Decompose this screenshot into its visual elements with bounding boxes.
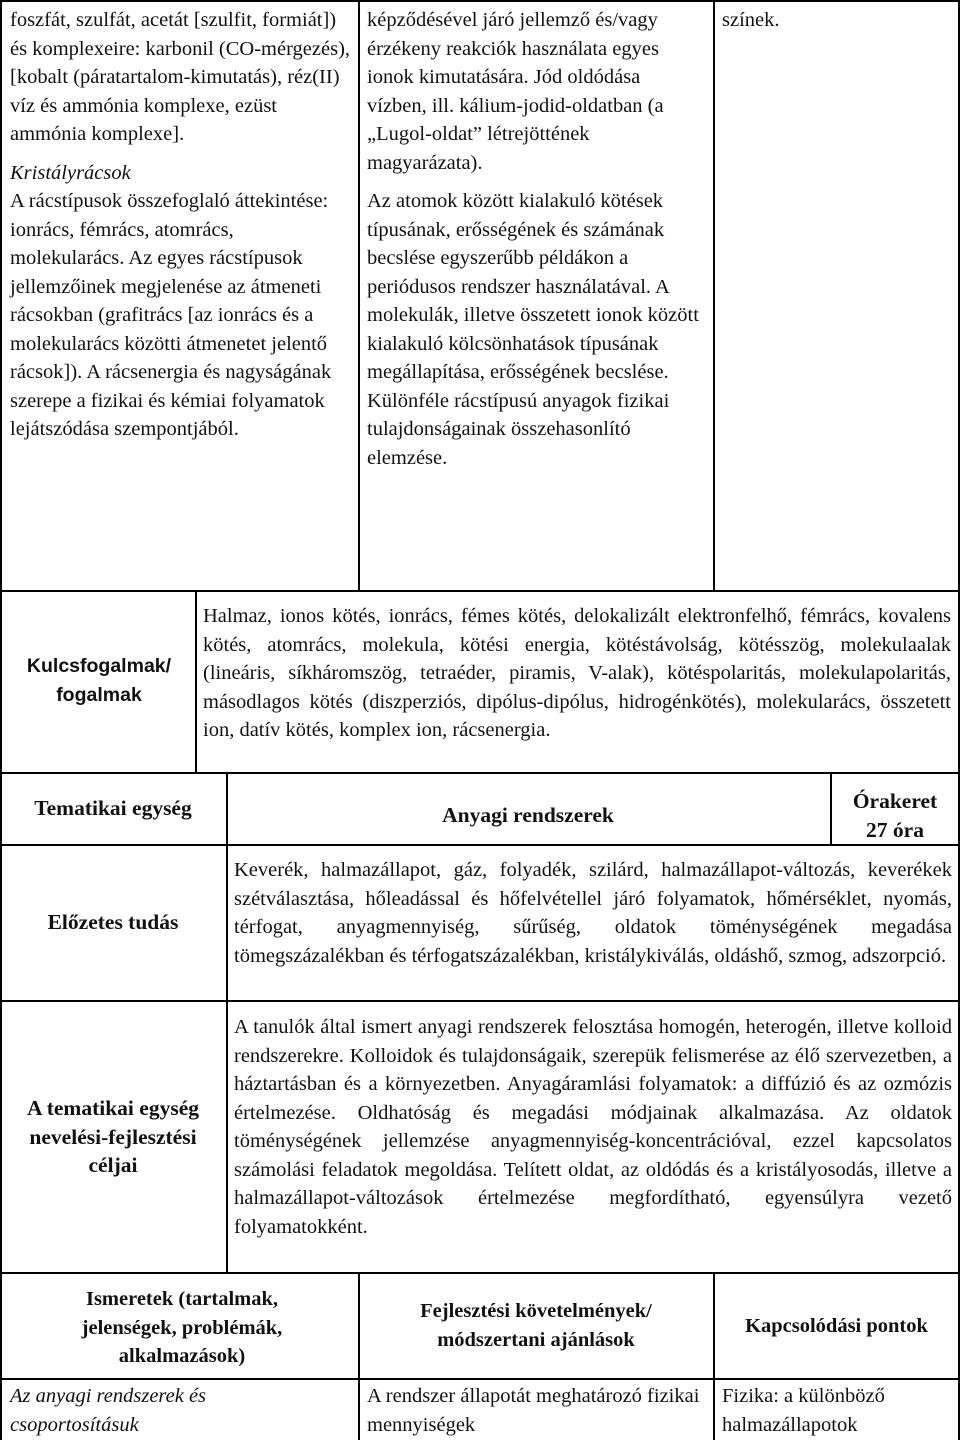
unit-title-text: Anyagi rendszerek — [442, 803, 614, 827]
table-border — [195, 590, 197, 772]
table-border — [958, 0, 960, 1440]
table-border — [358, 1272, 360, 1440]
bottom-col3-cell — [722, 1382, 950, 1439]
top-col3-cell — [722, 6, 950, 35]
table-border — [713, 0, 715, 590]
key-concepts-label — [6, 652, 192, 709]
key-concepts-text — [203, 602, 951, 745]
table-border — [0, 1000, 960, 1002]
table-border — [0, 844, 960, 846]
table-border — [358, 0, 360, 590]
top-col1-para2: A rácstípusok összefoglaló áttekintése: ionrács, fémrács, atomrács, molekularács. Az egyes rácstípusok jellemzőinek megjelenése az átmeneti rácsokban (grafitrács [az ionrács és a molekularács közötti átmenetet jelentő rácsok]). A rácsenergia és nagyságának szerepe a fizikai és kémiai folyamatok lejátszódása szempontjából. — [10, 190, 332, 440]
table-border — [0, 0, 960, 2]
top-col1-para1: foszfát, szulfát, acetát [szulfit, formiát]) és komplexeire: karbonil (CO-mérgezés), [kobalt (páratartalom-kimutatás), réz(II) víz és ammónia komplexe, ezüst ammónia komplexe]. — [10, 9, 351, 145]
column-header-connections-text: Kapcsolódási pontok — [745, 1315, 928, 1337]
column-header-requirements — [374, 1297, 698, 1354]
column-header-knowledge-text: Ismeretek (tartalmak, jelenségek, problémák, alkalmazások) — [81, 1288, 283, 1367]
prior-knowledge-label — [0, 908, 226, 937]
unit-label — [0, 794, 226, 823]
hours-value: 27 óra — [866, 817, 924, 842]
prior-knowledge-label-text: Előzetes tudás — [47, 910, 179, 934]
table-border — [226, 772, 228, 1272]
table-border — [0, 772, 960, 774]
top-col2-para1: képződésével járó jellemző és/vagy érzékeny reakciók használata egyes ionok kimutatására. Jód oldódása vízben, ill. kálium-jodid-oldatban (a „Lugol-oldat” létrejöttének magyarázata). — [367, 9, 664, 174]
top-col3-para1: színek. — [722, 9, 780, 31]
bottom-col2-text: A rendszer állapotát meghatározó fizikai mennyiségek — [367, 1385, 700, 1436]
bottom-col1-text: Az anyagi rendszerek és csoportosításuk — [10, 1385, 207, 1436]
goals-label — [8, 1094, 218, 1180]
hours-block — [832, 787, 958, 844]
bottom-col3-text: Fizika: a különböző halmazállapotok — [722, 1385, 885, 1436]
hours-label: Órakeret — [852, 789, 938, 813]
bottom-col2-cell — [367, 1382, 705, 1439]
unit-label-text: Tematikai egység — [34, 796, 192, 820]
column-header-knowledge — [40, 1285, 324, 1371]
key-concepts-list: Halmaz, ionos kötés, ionrács, fémes kötés, delokalizált elektronfelhő, fémrács, kovalens kötés, atomrács, molekula, kötési energia, kötéstávolság, kötésszög, molekulaalak (lineáris, síkháromszög, tetraéder, piramis, V-alak), kötéspolaritás, molekulapolaritás, másodlagos kötés (diszperziós, dipólus-dipólus, hidrogénkötés), molekularács, összetett ion, datív kötés, komplex ion, rácsenergia. — [203, 605, 951, 741]
table-border — [0, 1272, 960, 1274]
table-border — [0, 1378, 960, 1380]
top-col2-cell — [367, 6, 705, 472]
goals-paragraph: A tanulók által ismert anyagi rendszerek felosztása homogén, heterogén, illetve kolloid rendszerekre. Kolloidok és tulajdonságaik, szerepük felismerése az élő szervezetben, a háztartásban és a környezetben. Anyagáramlási folyamatok: a diffúzió és az ozmózis értelmezése. Oldhatóság és megadási módjainak alkalmazása. Az oldatok töménységének jellemzése anyagmennyiség-koncentrációval, ezzel kapcsolatos számolási feladatok megoldása. Telített oldat, az oldódás és a kristályosodás, illetve a halmazállapot-változások értelmezése megfordítható, egyensúlyra vezető folyamatokként. — [234, 1016, 952, 1238]
table-border — [0, 590, 960, 592]
table-border — [713, 1272, 715, 1440]
section-heading-crystal-lattices: Kristályrácsok — [10, 161, 131, 184]
bottom-col1-cell — [10, 1382, 300, 1439]
top-col2-para2: Az atomok között kialakuló kötések típusának, erősségének és számának becslése egyszerűbb példákon a periódusos rendszer használatával. A molekulák, illetve összetett ionok között kialakuló kölcsönhatások típusának megállapítása, erősségének becslése. Különféle rácstípusú anyagok fizikai tulajdonságainak összehasonlító elemzése. — [367, 190, 699, 469]
table-border — [0, 0, 2, 1440]
unit-title — [226, 801, 830, 830]
prior-knowledge-list: Keverék, halmazállapot, gáz, folyadék, szilárd, halmazállapot-változás, keverékek szétválasztása, hőleadással és hőfelvétellel járó folyamatok, hőmérséklet, nyomás, térfogat, anyagmennyiség, sűrűség, oldatok töménységének megadása tömegszázalékban és térfogatszázalékban, kristálykiválás, oldáshő, szmog, adszorpció. — [234, 859, 952, 967]
top-col1-cell — [10, 6, 352, 444]
goals-label-text: A tematikai egység nevelési-fejlesztési céljai — [27, 1096, 199, 1177]
goals-text — [234, 1013, 952, 1241]
column-header-connections — [715, 1312, 958, 1341]
key-concepts-label-text: Kulcsfogalmak/ fogalmak — [26, 655, 172, 706]
prior-knowledge-text — [234, 856, 952, 970]
column-header-requirements-text: Fejlesztési követelmények/ módszertani ajánlások — [420, 1300, 652, 1351]
